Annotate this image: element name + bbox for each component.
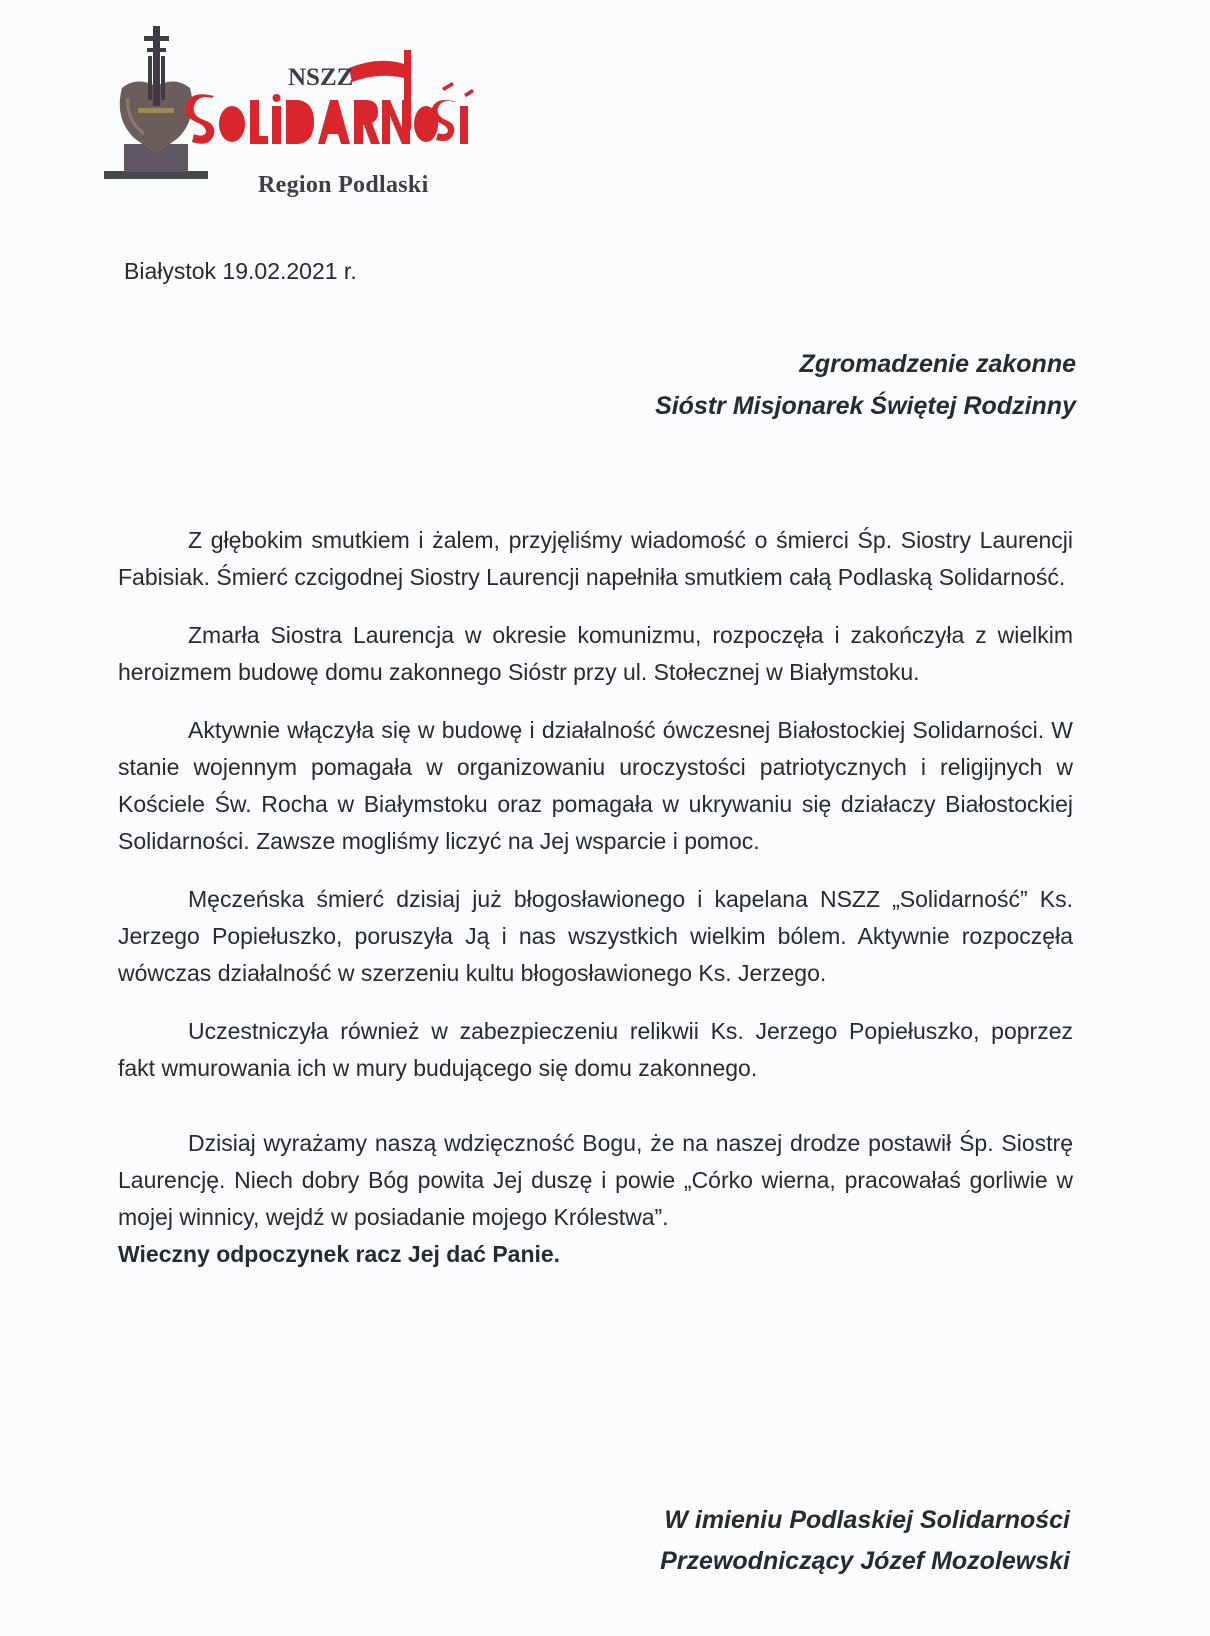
paragraph-6: Dzisiaj wyrażamy naszą wdzięczność Bogu, że na naszej drodze postawił Śp. Siostrę Laurencję. Niech dobry Bóg powita Jej duszę i powie „Córko wierna, pracowałaś gorliwie w mojej winnicy, wejdź w posiadanie mojego Królestwa”. <box>118 1130 1073 1230</box>
logo-region-text: Region Podlaski <box>258 172 429 198</box>
addressee-line-2: Sióstr Misjonarek Świętej Rodzinny <box>655 392 1076 420</box>
paragraph-3: Aktywnie włączyła się w budowę i działalność ówczesnej Białostockiej Solidarności. W stanie wojennym pomagała w organizowaniu uroczystości patriotycznych i religijnych w Kościele Św. Rocha w Białymstoku oraz pomagała w ukrywaniu się działaczy Białostockiej Solidarności. Zawsze mogliśmy liczyć na Jej wsparcie i pomoc. <box>118 717 1073 854</box>
addressee-line-1: Zgromadzenie zakonne <box>799 350 1076 378</box>
addressee-block <box>655 343 1076 427</box>
logo-nszz-text: NSZZ <box>288 64 354 91</box>
signature-line-1: W imieniu Podlaskiej Solidarności <box>664 1506 1070 1534</box>
paragraph-1: Z głębokim smutkiem i żalem, przyjęliśmy wiadomość o śmierci Śp. Siostry Laurencji Fabisiak. Śmierć czcigodnej Siostry Laurencji napełniła smutkiem całą Podlaską Solidarność. <box>118 527 1073 590</box>
letter-date: Białystok 19.02.2021 r. <box>124 258 357 284</box>
solidarnosc-logo <box>104 26 524 202</box>
closing-prayer: Wieczny odpoczynek racz Jej dać Panie. <box>118 1241 561 1267</box>
signature-block <box>660 1500 1070 1582</box>
letter-body <box>118 522 1073 1273</box>
paragraph-2: Zmarła Siostra Laurencja w okresie komunizmu, rozpoczęła i zakończyła z wielkim heroizmem budowę domu zakonnego Sióstr przy ul. Stołecznej w Białymstoku. <box>118 622 1073 685</box>
paragraph-5: Uczestniczyła również w zabezpieczeniu relikwii Ks. Jerzego Popiełuszko, poprzez fakt wmurowania ich w mury budującego się domu zakonnego. <box>118 1018 1073 1081</box>
paragraph-4: Męczeńska śmierć dzisiaj już błogosławionego i kapelana NSZZ „Solidarność” Ks. Jerzego Popiełuszko, poruszyła Ją i nas wszystkich wielkim bólem. Aktywnie rozpoczęła wówczas działalność w szerzeniu kultu błogosławionego Ks. Jerzego. <box>118 886 1073 986</box>
signature-line-2: Przewodniczący Józef Mozolewski <box>660 1547 1070 1575</box>
